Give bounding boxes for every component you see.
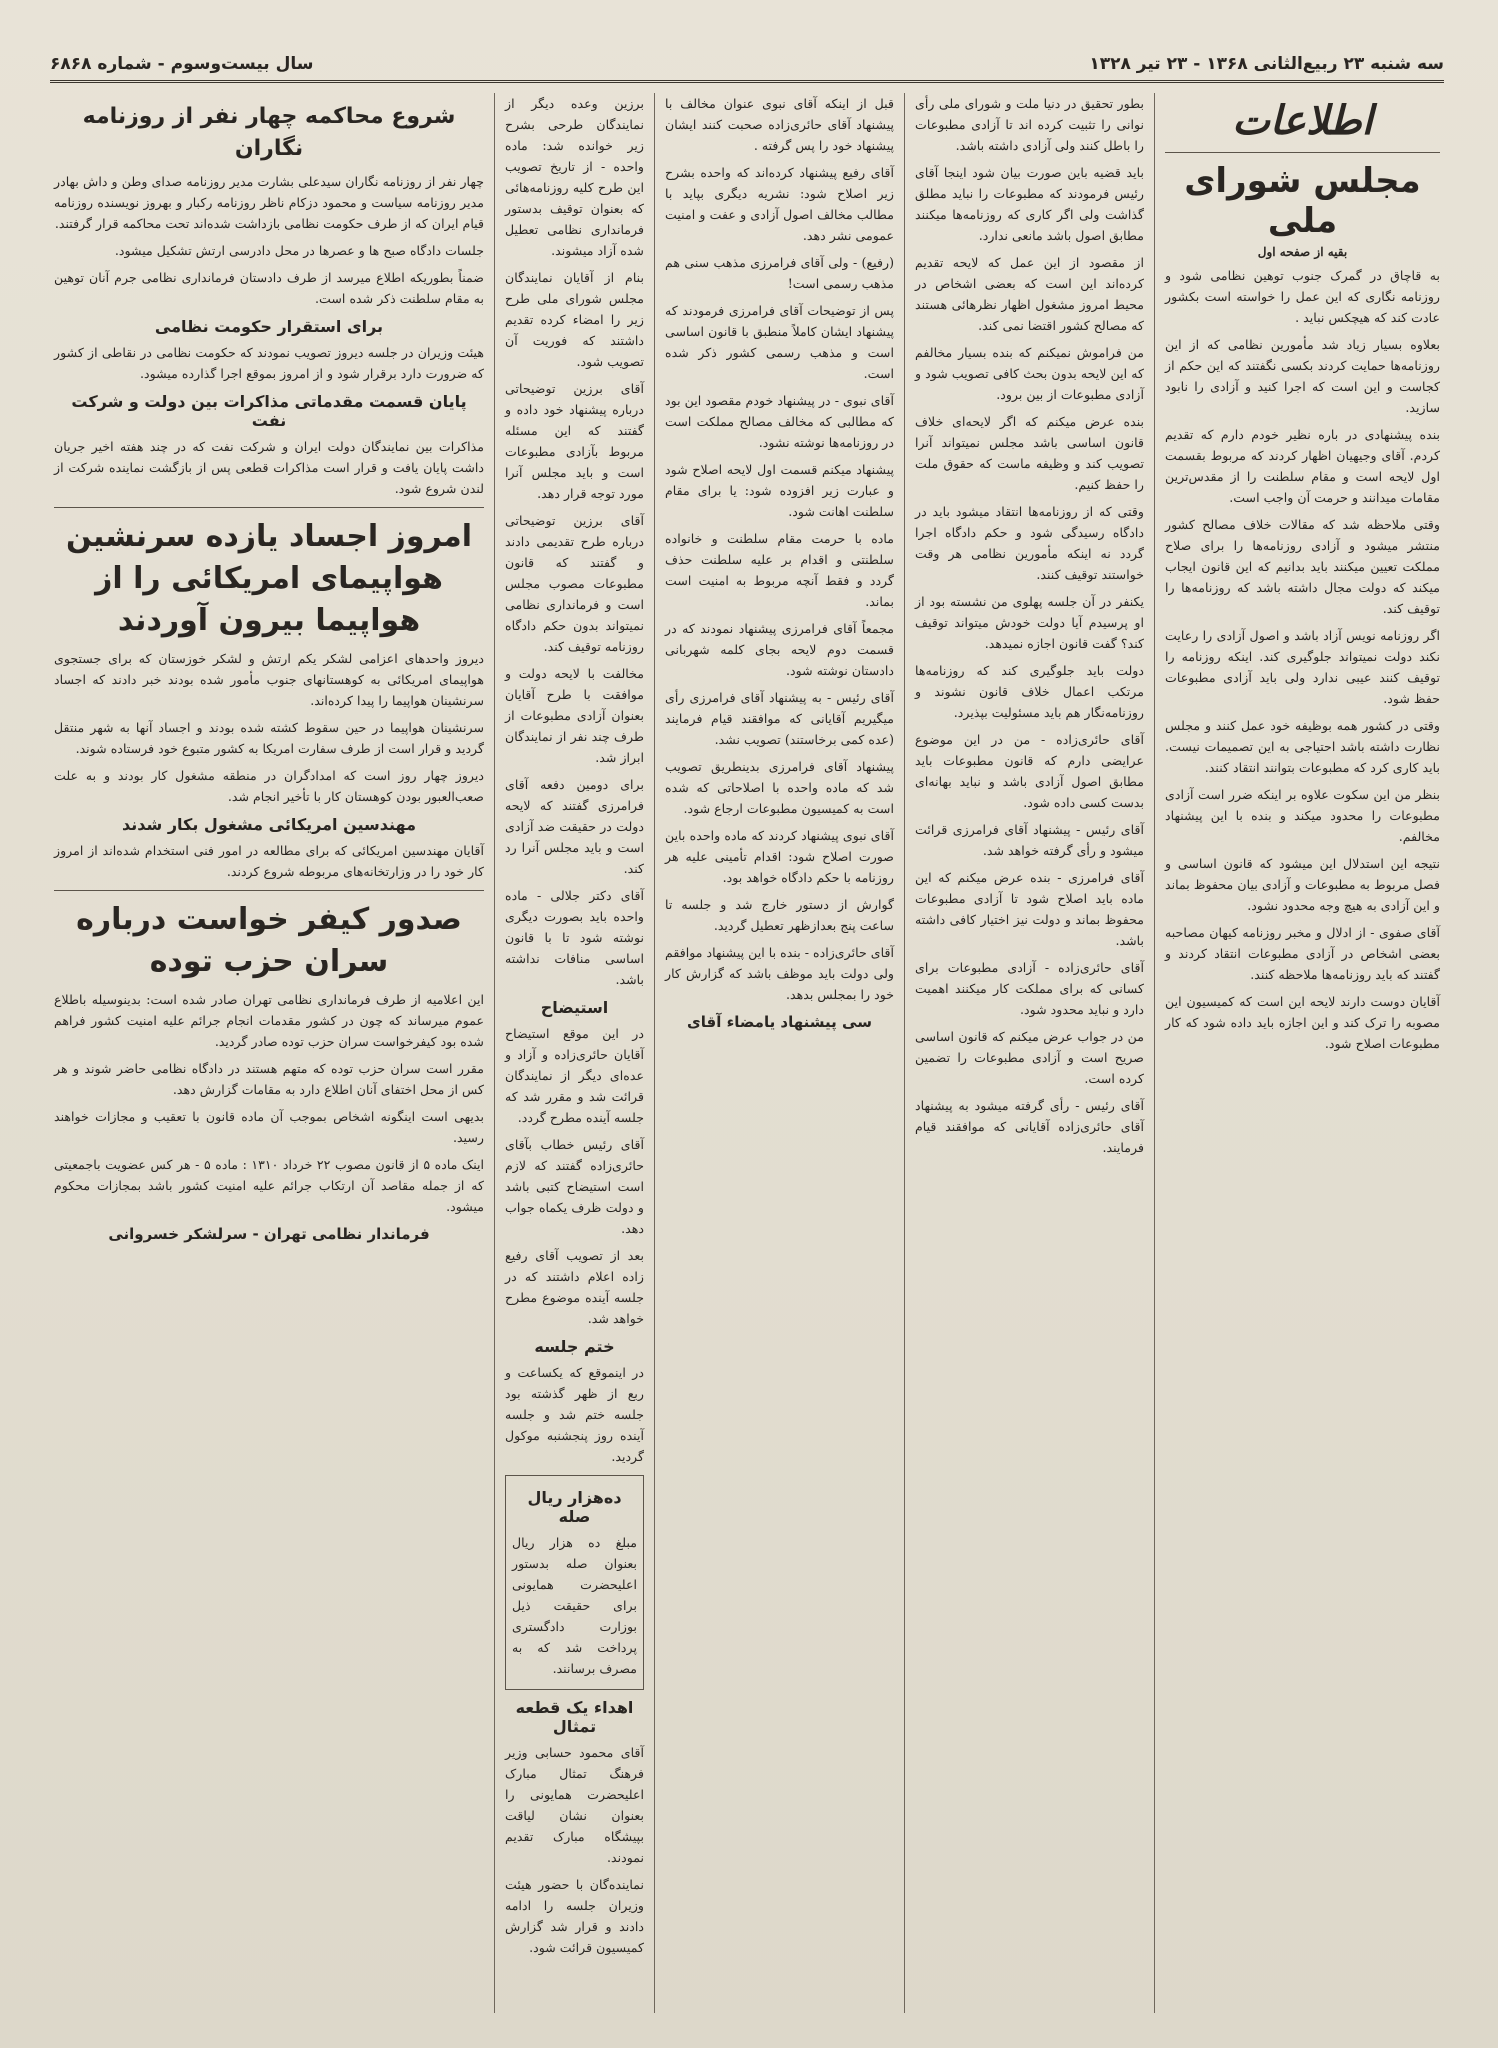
divider xyxy=(54,507,484,508)
paragraph: بدیهی است اینگونه اشخاص بموجب آن ماده قانون با تعقیب و مجازات خواهند رسید. xyxy=(54,1109,484,1145)
paragraph: در این موقع استیضاح آقایان حائری‌زاده و آزاد و عده‌ای دیگر از نمایندگان قرائت شد و مقرر شد که جلسه آینده مطرح گردد. xyxy=(505,1026,644,1125)
paragraph: وقتی که از روزنامه‌ها انتقاد میشود باید در دادگاه رسیدگی شود و حکم دادگاه اجرا گردد نه اینکه مأمورین نظامی هر وقت خواستند توقیف کنند. xyxy=(915,504,1144,582)
paragraph: بنده پیشنهادی در باره نظیر خودم دارم که تقدیم کردم. آقای وجیهیان اظهار کردند که مربوط بقسمت اول لایحه است و مقام سلطنت را از مقدس‌ترین مقامات میدانند و حرمت آن واجب است. xyxy=(1165,427,1440,505)
issue-line: سال بیست‌وسوم - شماره ۶۸۶۸ xyxy=(50,54,314,74)
paragraph: مخالفت با لایحه دولت و موافقت با طرح آقایان بعنوان آزادی مطبوعات از طرف چند نفر از نمایندگان ابراز شد. xyxy=(505,666,644,765)
section-heading: اهداء یک قطعه تمثال xyxy=(515,1698,634,1736)
paragraph: بعد از تصویب آقای رفیع‌ زاده اعلام داشتند که در جلسه آینده موضوع مطرح خواهد شد. xyxy=(505,1248,644,1326)
plane-crash-headline: امروز اجساد یازده سرنشین هواپیمای امریکائی را از هواپیما بیرون آوردند xyxy=(66,519,472,638)
paragraph: پیشنهاد آقای فرامرزی بدینطریق تصویب شد که ماده واحده با اصلاحاتی که شده است به کمیسیون مطبوعات ارجاع شود. xyxy=(665,759,894,816)
paragraph: آقایان مهندسین امریکائی که برای مطالعه در امور فنی استخدام شده‌اند از امروز کار خود را در وزارتخانه‌های مربوطه شروع کردند. xyxy=(54,843,484,879)
paragraph: یکنفر در آن جلسه پهلوی من نشسته بود از او پرسیدم آیا دولت خودش میتواند توقیف کند؟ گفت قانون اجازه نمیدهد. xyxy=(915,594,1144,651)
paragraph: بعلاوه بسیار زیاد شد مأمورین نظامی که از این روزنامه‌ها حمایت کردند بکسی نگفتند که این حکم از کجاست و این است که اجرا کنید و آزادی را نابود سازید. xyxy=(1165,337,1440,415)
column-3 xyxy=(654,93,904,2013)
paragraph: بطور تحقیق در دنیا ملت و شورای ملی رأی نوانی را تثبیت کرده اند تا آزادی مطبوعات را باطل کنند ولی آزادی داشته باشد. xyxy=(915,96,1144,153)
date-line: سه شنبه ۲۳ ربیع‌الثانی ۱۳۶۸ - ۲۳ تیر ۱۳۲۸ xyxy=(1089,54,1444,74)
paragraph: پیشنهاد میکنم قسمت اول لایحه اصلاح شود و عبارت زیر افزوده شود: یا برای مقام سلطنت اهانت شود. xyxy=(665,462,894,519)
journalists-trial-headline: شروع محاکمه چهار نفر از روزنامه نگاران xyxy=(82,104,456,161)
paragraph: آقای رئیس - به پیشنهاد آقای فرامرزی رأی میگیریم آقایانی که موافقند قیام فرمایند (عده کمی برخاستند) تصویب نشد. xyxy=(665,690,894,747)
section-heading: پایان قسمت مقدماتی مذاکرات بین دولت و شرکت نفت xyxy=(71,392,467,430)
paragraph: آقای دکتر جلالی - ماده واحده باید بصورت دیگری نوشته شود تا با قانون اساسی منافات نداشته باشد. xyxy=(505,888,644,987)
paragraph: دیروز واحدهای اعزامی لشکر یکم ارتش و لشکر خوزستان که برای جستجوی هواپیمای امریکائی به کوهستانهای جنوب مأمور شده بودند خبر دادند که اجساد سرنشینان هواپیما را پیدا کرده‌اند. xyxy=(54,651,484,708)
paragraph: آقای نبوی پیشنهاد کردند که ماده واحده باین صورت اصلاح شود: اقدام تأمینی علیه هر روزنامه با حکم دادگاه خواهد بود. xyxy=(665,828,894,885)
paragraph: آقای رئیس - رأی گرفته میشود به پیشنهاد آقای حائری‌زاده آقایانی که موافقند قیام فرمایند. xyxy=(915,1098,1144,1155)
paragraph: باید قضیه باین صورت بیان شود اینجا آقای رئیس فرمودند که مطبوعات را نباید مطلق گذاشت ولی اگر کاری که روزنامه‌ها میکنند مطابق اصول باشد مانعی ندارد. xyxy=(915,165,1144,243)
paragraph: برای دومین دفعه آقای فرامرزی گفتند که لایحه دولت در حقیقت ضد آزادی است و باید مجلس آنرا رد کند. xyxy=(505,777,644,876)
continued-note: بقیه از صفحه اول xyxy=(1257,245,1348,259)
divider xyxy=(54,890,484,891)
masthead xyxy=(50,54,1444,83)
paragraph: مذاکرات بین نمایندگان دولت ایران و شرکت نفت که در چند هفته اخیر جریان داشت پایان یافت و قرار است مذاکرات قطعی پس از بازگشت نماینده شرکت از لندن شروع شود. xyxy=(54,439,484,496)
box-heading: ده‌هزار ریال صله xyxy=(527,1488,622,1526)
paragraph: در اینموقع که یکساعت و ربع از ظهر گذشته بود جلسه ختم شد و جلسه آینده روز پنجشنبه موکول گردید. xyxy=(505,1365,644,1464)
divider xyxy=(1165,152,1440,153)
section-heading: مهندسین امریکائی مشغول بکار شدند xyxy=(122,815,416,834)
paragraph: (رفیع) - ولی آقای فرامرزی مذهب سنی هم مذهب رسمی است! xyxy=(665,255,894,291)
paragraph: اینک ماده ۵ از قانون مصوب ۲۲ خرداد ۱۳۱۰ : ماده ۵ - هر کس عضویت باجمعیتی که از جمله مقاصد آن ارتکاب جرائم علیه امنیت کشور باشد بمجازات محکوم میشود. xyxy=(54,1157,485,1214)
section-heading: برای استقرار حکومت نظامی xyxy=(154,317,384,336)
paragraph: سرنشینان هواپیما در حین سقوط کشته شده بودند و اجساد آنها به شهر منتقل گردید و قرار است از طرف سفارت امریکا به کشور متبوع خود فرستاده شوند. xyxy=(54,720,484,756)
paragraph: آقای حائری‌زاده - بنده با این پیشنهاد موافقم ولی دولت باید موظف باشد که گزارش کار خود را بمجلس بدهد. xyxy=(665,945,894,1002)
paragraph: آقای محمود حسابی وزیر فرهنگ تمثال مبارک اعلیحضرت همایونی را بعنوان نشان لیاقت بپیشگاه مبارک تقدیم نمودند. xyxy=(505,1745,644,1865)
signature-line: سی پیشنهاد یامضاء آقای xyxy=(687,1013,872,1031)
paragraph: به قاچاق در گمرک جنوب توهین نظامی شود و روزنامه نگاری که این عمل را خواسته است بکشور عادت کند که هیچکس نباید . xyxy=(1165,268,1440,325)
paragraph: دیروز چهار روز است که امدادگران در منطقه مشغول کار بودند و به علت صعب‌العبور بودن کوهستان کار با تأخیر انجام شد. xyxy=(54,768,484,804)
paragraph: آقای رئیس خطاب بآقای حائری‌زاده گفتند که لازم است استیضاح کتبی باشد و دولت ظرف یکماه جواب دهد. xyxy=(505,1137,644,1236)
paragraph: وقتی در کشور همه بوظیفه خود عمل کنند و مجلس نظارت داشته باشد احتیاجی به این تصمیمات نیست. باید کاری کرد که مطبوعات بتوانند انتقاد کنند. xyxy=(1165,718,1440,775)
paragraph: برزین وعده دیگر از نمایندگان طرحی بشرح زیر خوانده شد: ماده واحده - از تاریخ تصویب این طرح کلیه روزنامه‌هائی که بعنوان توقیف بدستور فرمانداری نظامی تعطیل شده آزاد میشوند. xyxy=(505,96,644,258)
paragraph: نتیجه این استدلال این میشود که قانون اساسی و فصل مربوط به مطبوعات و آزادی بیان محفوظ بماند و این آزادی به هیچ وجه محدود نشود. xyxy=(1165,856,1440,913)
paragraph: اگر روزنامه نویس آزاد باشد و اصول آزادی را رعایت نکند دولت نمیتواند جلوگیری کند. اینکه روزنامه را توقیف کنند عیبی ندارد ولی باید آزادی مطبوعات حفظ شود. xyxy=(1165,628,1440,706)
paragraph: مقرر است سران حزب توده که متهم هستند در دادگاه نظامی حاضر شوند و هر کس از محل اختفای آنان اطلاع دارد به مقامات گزارش دهد. xyxy=(54,1061,484,1097)
paragraph: آقای برزین توضیحاتی درباره طرح تقدیمی دادند و گفتند که قانون مطبوعات مصوب مجلس است و فرمانداری نظامی نمیتواند بدون حکم دادگاه روزنامه توقیف کند. xyxy=(505,513,644,654)
column-1 xyxy=(1154,93,1450,2013)
majlis-headline: مجلس شورای ملی xyxy=(1184,161,1421,241)
paragraph: آقای حائری‌زاده - من در این موضوع عرایضی دارم که قانون مطبوعات باید مطابق اصول آزادی باشد و نباید بهانه‌ای بدست کسی داده شود. xyxy=(915,732,1144,810)
signature-line: فرماندار نظامی تهران - سرلشکر خسروانی xyxy=(108,1225,430,1243)
newspaper-logo: اطلاعات xyxy=(1232,97,1373,144)
paragraph: آقای حائری‌زاده - آزادی مطبوعات برای کسانی که برای مملکت کار میکنند اهمیت دارد و نباید محدود شود. xyxy=(915,960,1144,1017)
paragraph: نماینده‌گان با حضور هیئت وزیران جلسه را ادامه دادند و قرار شد گزارش کمیسیون قرائت شود. xyxy=(505,1877,644,1955)
column-2 xyxy=(904,93,1154,2013)
paragraph: آقای رئیس - پیشنهاد آقای فرامرزی قرائت میشود و رأی گرفته خواهد شد. xyxy=(915,822,1144,858)
paragraph: آقایان دوست دارند لایحه این است که کمیسیون این مصوبه را ترک کند و این اجازه باید داده شود که کار مطبوعات اصلاح شود. xyxy=(1165,994,1440,1051)
paragraph: آقای رفیع پیشنهاد کرده‌اند که واحده بشرح زیر اصلاح شود: نشریه دیگری بپاید با مطالب مخالف اصول آزادی و عفت و امنیت عمومی نشر دهد. xyxy=(665,165,894,243)
column-4 xyxy=(494,93,654,2013)
paragraph: آقای برزین توضیحاتی درباره پیشنهاد خود داده و گفتند که این مسئله مربوط بآزادی مطبوعات است و باید مجلس آنرا مورد توجه قرار دهد. xyxy=(505,381,644,501)
paragraph: این اعلامیه از طرف فرمانداری نظامی تهران صادر شده است: بدینوسیله باطلاع عموم میرساند که چون در کشور مقدمات انجام جرائم علیه امنیت کشور فراهم شده بود کیفرخواست سران حزب توده صادر گردید. xyxy=(54,992,484,1049)
tudeh-indictment-headline: صدور کیفر خواست درباره سران حزب توده xyxy=(76,902,462,979)
paragraph: چهار نفر از روزنامه نگاران سیدعلی بشارت مدیر روزنامه صدای وطن و داش بهادر مدیر روزنامه سیاست و محمود دزکام ناظر روزنامه رکبار و بهروز نویسنده روزنامه قیام ایران که از طرف حکومت نظامی بازداشت شده‌اند تحت محاکمه قرار گرفتند. xyxy=(54,174,484,231)
paragraph: وقتی ملاحظه شد که مقالات خلاف مصالح کشور منتشر میشود و آزادی روزنامه‌ها را برای صلاح مملکت تعیین میکنند باید بدانیم که این قانون ایجاب میکند که دولت مجال داشته باشد که روزنامه‌ها را توقیف کند. xyxy=(1165,517,1440,616)
paragraph: ماده با حرمت مقام سلطنت و خانواده سلطنتی و اقدام بر علیه سلطنت حذف گردد و فقط آنچه مربوط به امنیت است بماند. xyxy=(665,531,894,609)
section-heading: استیضاح xyxy=(540,998,609,1017)
paragraph: از مقصود از این عمل که لایحه تقدیم کرده‌اند این است که بعضی اشخاص در محیط امروز مشغول اظهار نظرهائی هستند که مصالح کشور اقتضا نمی کند. xyxy=(915,255,1144,333)
paragraph: آقای فرامرزی - بنده عرض میکنم که این ماده باید اصلاح شود تا آزادی مطبوعات محفوظ بماند و دولت نیز اختیار کافی داشته باشد. xyxy=(915,870,1144,948)
paragraph: قبل از اینکه آقای نبوی عنوان مخالف با پیشنهاد آقای حائری‌زاده صحبت کنند ایشان پیشنهاد خود را پس گرفته . xyxy=(665,96,894,153)
paragraph: مجمعاً آقای فرامرزی پیشنهاد نمودند که در قسمت دوم لایحه بجای کلمه شهربانی دادستان نوشته شود. xyxy=(665,621,894,678)
paragraph: بنظر من این سکوت علاوه بر اینکه ضرر است آزادی مطبوعات را محدود میکند و بنده با این پیشنهاد مخالفم. xyxy=(1165,787,1440,844)
news-box xyxy=(505,1475,644,1690)
paragraph: پس از توضیحات آقای فرامرزی فرمودند که پیشنهاد ایشان کاملاً منطبق با قانون اساسی است و مذهب رسمی کشور ذکر شده است. xyxy=(665,303,894,381)
column-5 xyxy=(44,93,494,2013)
paragraph: ضمناً بطوریکه اطلاع میرسد از طرف دادستان فرمانداری نظامی جرم آنان توهین به مقام سلطنت ذکر شده است. xyxy=(54,270,484,306)
paragraph: جلسات دادگاه صبح ها و عصرها در محل دادرسی ارتش تشکیل میشود. xyxy=(114,243,484,258)
paragraph: هیئت وزیران در جلسه دیروز تصویب نمودند که حکومت نظامی در نقاطی از کشور که ضرورت دارد برقرار شود و از امروز بموقع اجرا گذارده میشود. xyxy=(54,345,484,381)
paragraph: گوارش از دستور خارج شد و جلسه تا ساعت پنج بعدازظهر تعطیل گردید. xyxy=(665,897,894,933)
section-heading: ختم جلسه xyxy=(534,1337,615,1356)
paragraph: بنام از آقایان نمایندگان مجلس شورای ملی طرح زیر را امضاء کرده تقدیم داشتند که فوریت آن تصویب شود. xyxy=(505,270,644,369)
columns xyxy=(44,93,1450,2013)
paragraph: من در جواب عرض میکنم که قانون اساسی صریح است و آزادی مطبوعات را تضمین کرده است. xyxy=(915,1029,1144,1086)
paragraph: مبلغ ده هزار ریال بعنوان صله بدستور اعلیحضرت همایونی برای حقیقت ذیل بوزارت دادگستری پرداخت شد که به مصرف برسانند. xyxy=(512,1535,637,1676)
paragraph: من فراموش نمیکنم که بنده بسیار مخالفم که این لایحه بدون بحث کافی تصویب شود و آزادی مطبوعات از بین برود. xyxy=(915,345,1144,402)
paragraph: بنده عرض میکنم که اگر لایحه‌ای خلاف قانون اساسی باشد مجلس نمیتواند آنرا تصویب کند و وظیفه ماست که حقوق ملت را حفظ کنیم. xyxy=(915,414,1144,492)
paragraph: آقای نبوی - در پیشنهاد خودم مقصود این بود که مطالبی که مخالف مصالح مملکت است در روزنامه‌ها نوشته نشود. xyxy=(665,393,894,450)
paragraph: آقای صفوی - از ادلال و مخبر روزنامه کیهان مصاحبه بعضی اشخاص در آزادی مطبوعات انتقاد کردند و گفتند که باید روزنامه‌ها ملاحظه کنند. xyxy=(1165,925,1440,982)
paragraph: دولت باید جلوگیری کند که روزنامه‌ها مرتکب اعمال خلاف قانون نشوند و روزنامه‌نگار هم باید مسئولیت بپذیرد. xyxy=(915,663,1144,720)
